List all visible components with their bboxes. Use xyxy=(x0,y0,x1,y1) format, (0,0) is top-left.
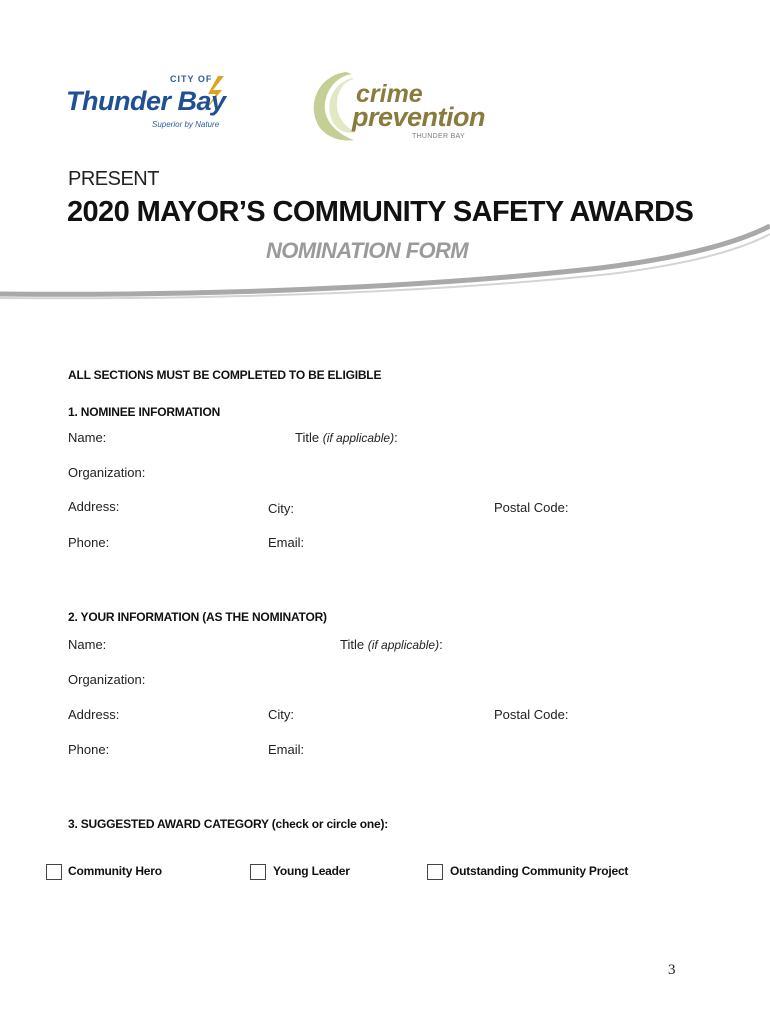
nominator-title-label: Title (if applicable): xyxy=(340,637,443,652)
nominator-phone-label: Phone: xyxy=(68,742,110,757)
thunder-bay-logo xyxy=(66,74,252,136)
nominee-email-label: Email: xyxy=(268,535,305,550)
nominee-city-label: City: xyxy=(268,501,294,516)
logo-thunder-bay: THUNDER BAY xyxy=(412,133,465,140)
crime-prevention-logo xyxy=(306,68,486,146)
outstanding-project-label: Outstanding Community Project xyxy=(450,864,629,878)
young-leader-checkbox[interactable] xyxy=(250,864,266,880)
nominee-phone-label: Phone: xyxy=(68,535,110,550)
page-subtitle: NOMINATION FORM xyxy=(266,238,469,263)
community-hero-checkbox[interactable] xyxy=(46,864,62,880)
page-title: 2020 MAYOR’S COMMUNITY SAFETY AWARDS xyxy=(67,196,694,228)
community-hero-label: Community Hero xyxy=(68,864,162,878)
nominee-postal-label: Postal Code: xyxy=(494,500,569,515)
eligibility-notice: ALL SECTIONS MUST BE COMPLETED TO BE ELIGIBLE xyxy=(68,368,382,382)
nominator-postal-label: Postal Code: xyxy=(494,707,569,722)
nominator-address-label: Address: xyxy=(68,707,120,722)
nominee-address-label: Address: xyxy=(68,499,120,514)
nominator-name-label: Name: xyxy=(68,637,107,652)
section3-heading: 3. SUGGESTED AWARD CATEGORY (check or circle one): xyxy=(68,817,389,831)
logo-crime: crime xyxy=(356,80,423,108)
section2-heading: 2. YOUR INFORMATION (AS THE NOMINATOR) xyxy=(68,610,327,624)
logo-tagline: Superior by Nature xyxy=(152,120,220,129)
present-label: PRESENT xyxy=(68,168,159,190)
nominator-email-label: Email: xyxy=(268,742,305,757)
page-number: 3 xyxy=(668,962,676,978)
nominator-organization-label: Organization: xyxy=(68,672,146,687)
nominator-city-label: City: xyxy=(268,707,294,722)
header-divider-swoosh xyxy=(0,216,770,306)
logo-prevention: prevention xyxy=(352,102,486,132)
section1-heading: 1. NOMINEE INFORMATION xyxy=(68,405,221,419)
logo-wordmark: Thunder Bay xyxy=(66,86,226,116)
nominee-organization-label: Organization: xyxy=(68,465,146,480)
nominee-title-label: Title (if applicable): xyxy=(295,430,398,445)
logo-city-of: CITY OF xyxy=(170,74,213,84)
nominee-name-label: Name: xyxy=(68,430,107,445)
outstanding-project-checkbox[interactable] xyxy=(427,864,443,880)
young-leader-label: Young Leader xyxy=(273,864,350,878)
